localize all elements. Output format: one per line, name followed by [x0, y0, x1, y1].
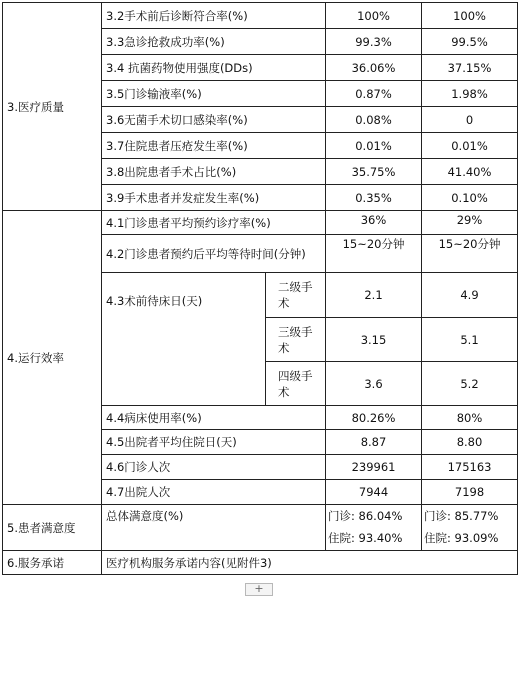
value-cell: 0.35% [326, 185, 422, 211]
value-cell: 5.1 [422, 318, 518, 362]
value-cell: 41.40% [422, 159, 518, 185]
value-cell: 3.15 [326, 318, 422, 362]
item-cell: 4.1门诊患者平均预约诊疗率(%) [102, 211, 326, 235]
value-cell: 3.6 [326, 362, 422, 406]
item-cell: 3.6无菌手术切口感染率(%) [102, 107, 326, 133]
value-cell: 8.80 [422, 430, 518, 455]
value-cell: 99.3% [326, 29, 422, 55]
table-row [3, 551, 518, 575]
category-cell-service: 6.服务承诺 [3, 551, 102, 575]
value-cell: 8.87 [326, 430, 422, 455]
item-cell: 3.8出院患者手术占比(%) [102, 159, 326, 185]
item-cell: 总体满意度(%) [102, 505, 326, 551]
item-cell: 4.7出院人次 [102, 480, 326, 505]
value-cell: 0.10% [422, 185, 518, 211]
value-cell: 0.08% [326, 107, 422, 133]
category-cell-satisfaction: 5.患者满意度 [3, 505, 102, 551]
value-cell: 4.9 [422, 273, 518, 318]
item-cell: 3.7住院患者压疮发生率(%) [102, 133, 326, 159]
value-cell: 175163 [422, 455, 518, 480]
value-cell: 100% [326, 3, 422, 29]
item-cell: 3.3急诊抢救成功率(%) [102, 29, 326, 55]
value-cell: 0 [422, 107, 518, 133]
value-cell: 7198 [422, 480, 518, 505]
item-cell: 医疗机构服务承诺内容(见附件3) [102, 551, 518, 575]
value-cell: 80% [422, 406, 518, 430]
value-cell: 1.98% [422, 81, 518, 107]
value-cell: 35.75% [326, 159, 422, 185]
category-cell-efficiency: 4.运行效率 [3, 211, 102, 505]
item-cell: 3.2手术前后诊断符合率(%) [102, 3, 326, 29]
value-cell: 100% [422, 3, 518, 29]
sub-item-cell: 二级手术 [266, 273, 326, 318]
table-row [3, 505, 518, 527]
category-cell-quality: 3.医疗质量 [3, 3, 102, 211]
value-cell: 住院: 93.40% [326, 527, 422, 551]
value-cell: 5.2 [422, 362, 518, 406]
item-cell: 3.9手术患者并发症发生率(%) [102, 185, 326, 211]
value-cell: 15~20分钟 [326, 235, 422, 273]
value-cell: 37.15% [422, 55, 518, 81]
value-cell: 0.01% [422, 133, 518, 159]
value-cell: 7944 [326, 480, 422, 505]
value-cell: 29% [422, 211, 518, 235]
item-cell: 4.3术前待床日(天) [102, 273, 266, 406]
value-cell: 2.1 [326, 273, 422, 318]
value-cell: 门诊: 85.77% [422, 505, 518, 527]
item-cell: 4.5出院者平均住院日(天) [102, 430, 326, 455]
value-cell: 0.01% [326, 133, 422, 159]
value-cell: 239961 [326, 455, 422, 480]
value-cell: 80.26% [326, 406, 422, 430]
table-row [3, 211, 518, 235]
sub-item-cell: 四级手术 [266, 362, 326, 406]
value-cell: 住院: 93.09% [422, 527, 518, 551]
item-cell: 3.4 抗菌药物使用强度(DDs) [102, 55, 326, 81]
item-cell: 3.5门诊输液率(%) [102, 81, 326, 107]
value-cell: 36% [326, 211, 422, 235]
add-row-handle[interactable]: + [245, 583, 273, 596]
value-cell: 门诊: 86.04% [326, 505, 422, 527]
item-cell: 4.2门诊患者预约后平均等待时间(分钟) [102, 235, 326, 273]
item-cell: 4.4病床使用率(%) [102, 406, 326, 430]
value-cell: 99.5% [422, 29, 518, 55]
value-cell: 15~20分钟 [422, 235, 518, 273]
value-cell: 36.06% [326, 55, 422, 81]
item-cell: 4.6门诊人次 [102, 455, 326, 480]
table-row [3, 3, 518, 29]
sub-item-cell: 三级手术 [266, 318, 326, 362]
report-table [2, 2, 518, 575]
value-cell: 0.87% [326, 81, 422, 107]
